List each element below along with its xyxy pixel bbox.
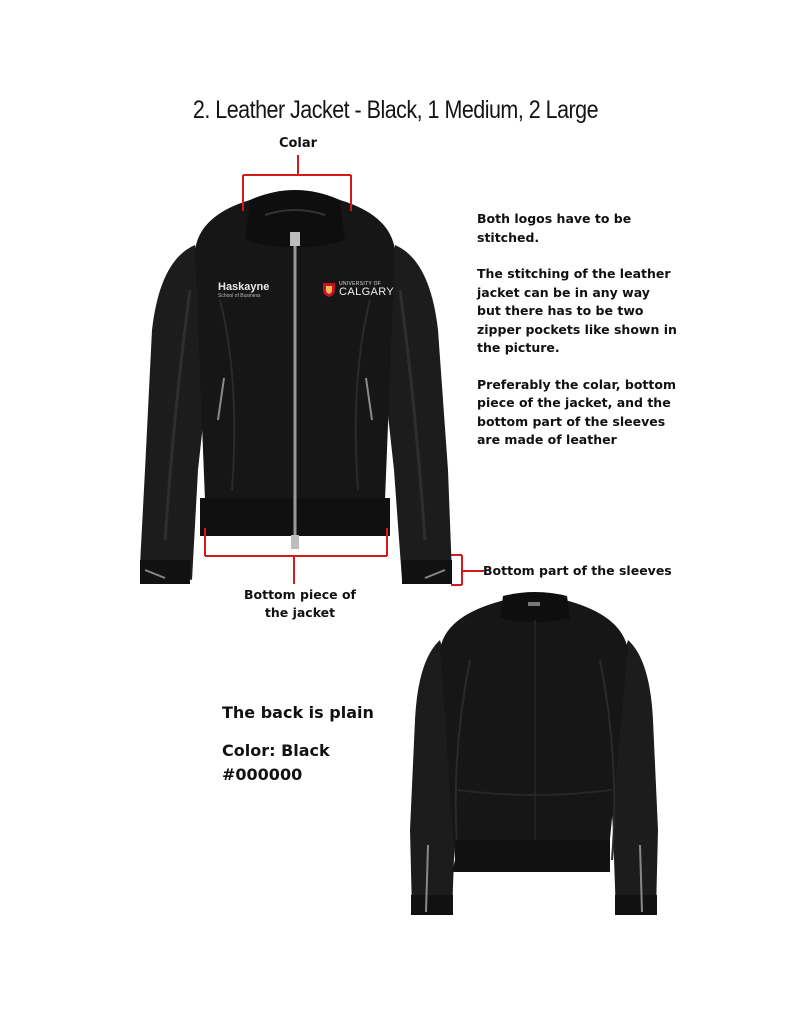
note-stitching: The stitching of the leather jacket can be in any way but there has to be two zipper pockets like shown in the picture. [477,266,677,355]
note-logos: Both logos have to be stitched. [477,211,632,245]
haskayne-logo-subtext: School of Business [218,293,261,299]
ucalgary-logo-top: UNIVERSITY OF [339,281,382,287]
back-jacket-image [400,590,670,920]
bottom-piece-label [230,586,370,622]
ucalgary-logo [322,281,394,298]
back-plain-text: The back is plain [222,703,374,722]
ucalgary-shield-icon [322,282,336,298]
haskayne-logo-text: Haskayne [218,281,270,293]
bottom-piece-label-line2: the jacket [264,605,336,620]
front-jacket-image [120,150,480,590]
colar-label: Colar [278,136,318,151]
color-hex: #000000 [222,765,303,784]
bottom-piece-label-line1: Bottom piece of [243,587,356,602]
back-info [222,701,374,787]
color-label: Color: Black [222,741,330,760]
note-preference: Preferably the colar, bottom piece of the jacket, and the bottom part of the sleeves are made of leather [477,376,676,447]
haskayne-logo [218,281,269,300]
ucalgary-logo-main: CALGARY [339,286,395,298]
requirements-notes [477,210,677,468]
sleeve-label: Bottom part of the sleeves [483,563,672,578]
page-title: 2. Leather Jacket - Black, 1 Medium, 2 Large [192,96,599,124]
